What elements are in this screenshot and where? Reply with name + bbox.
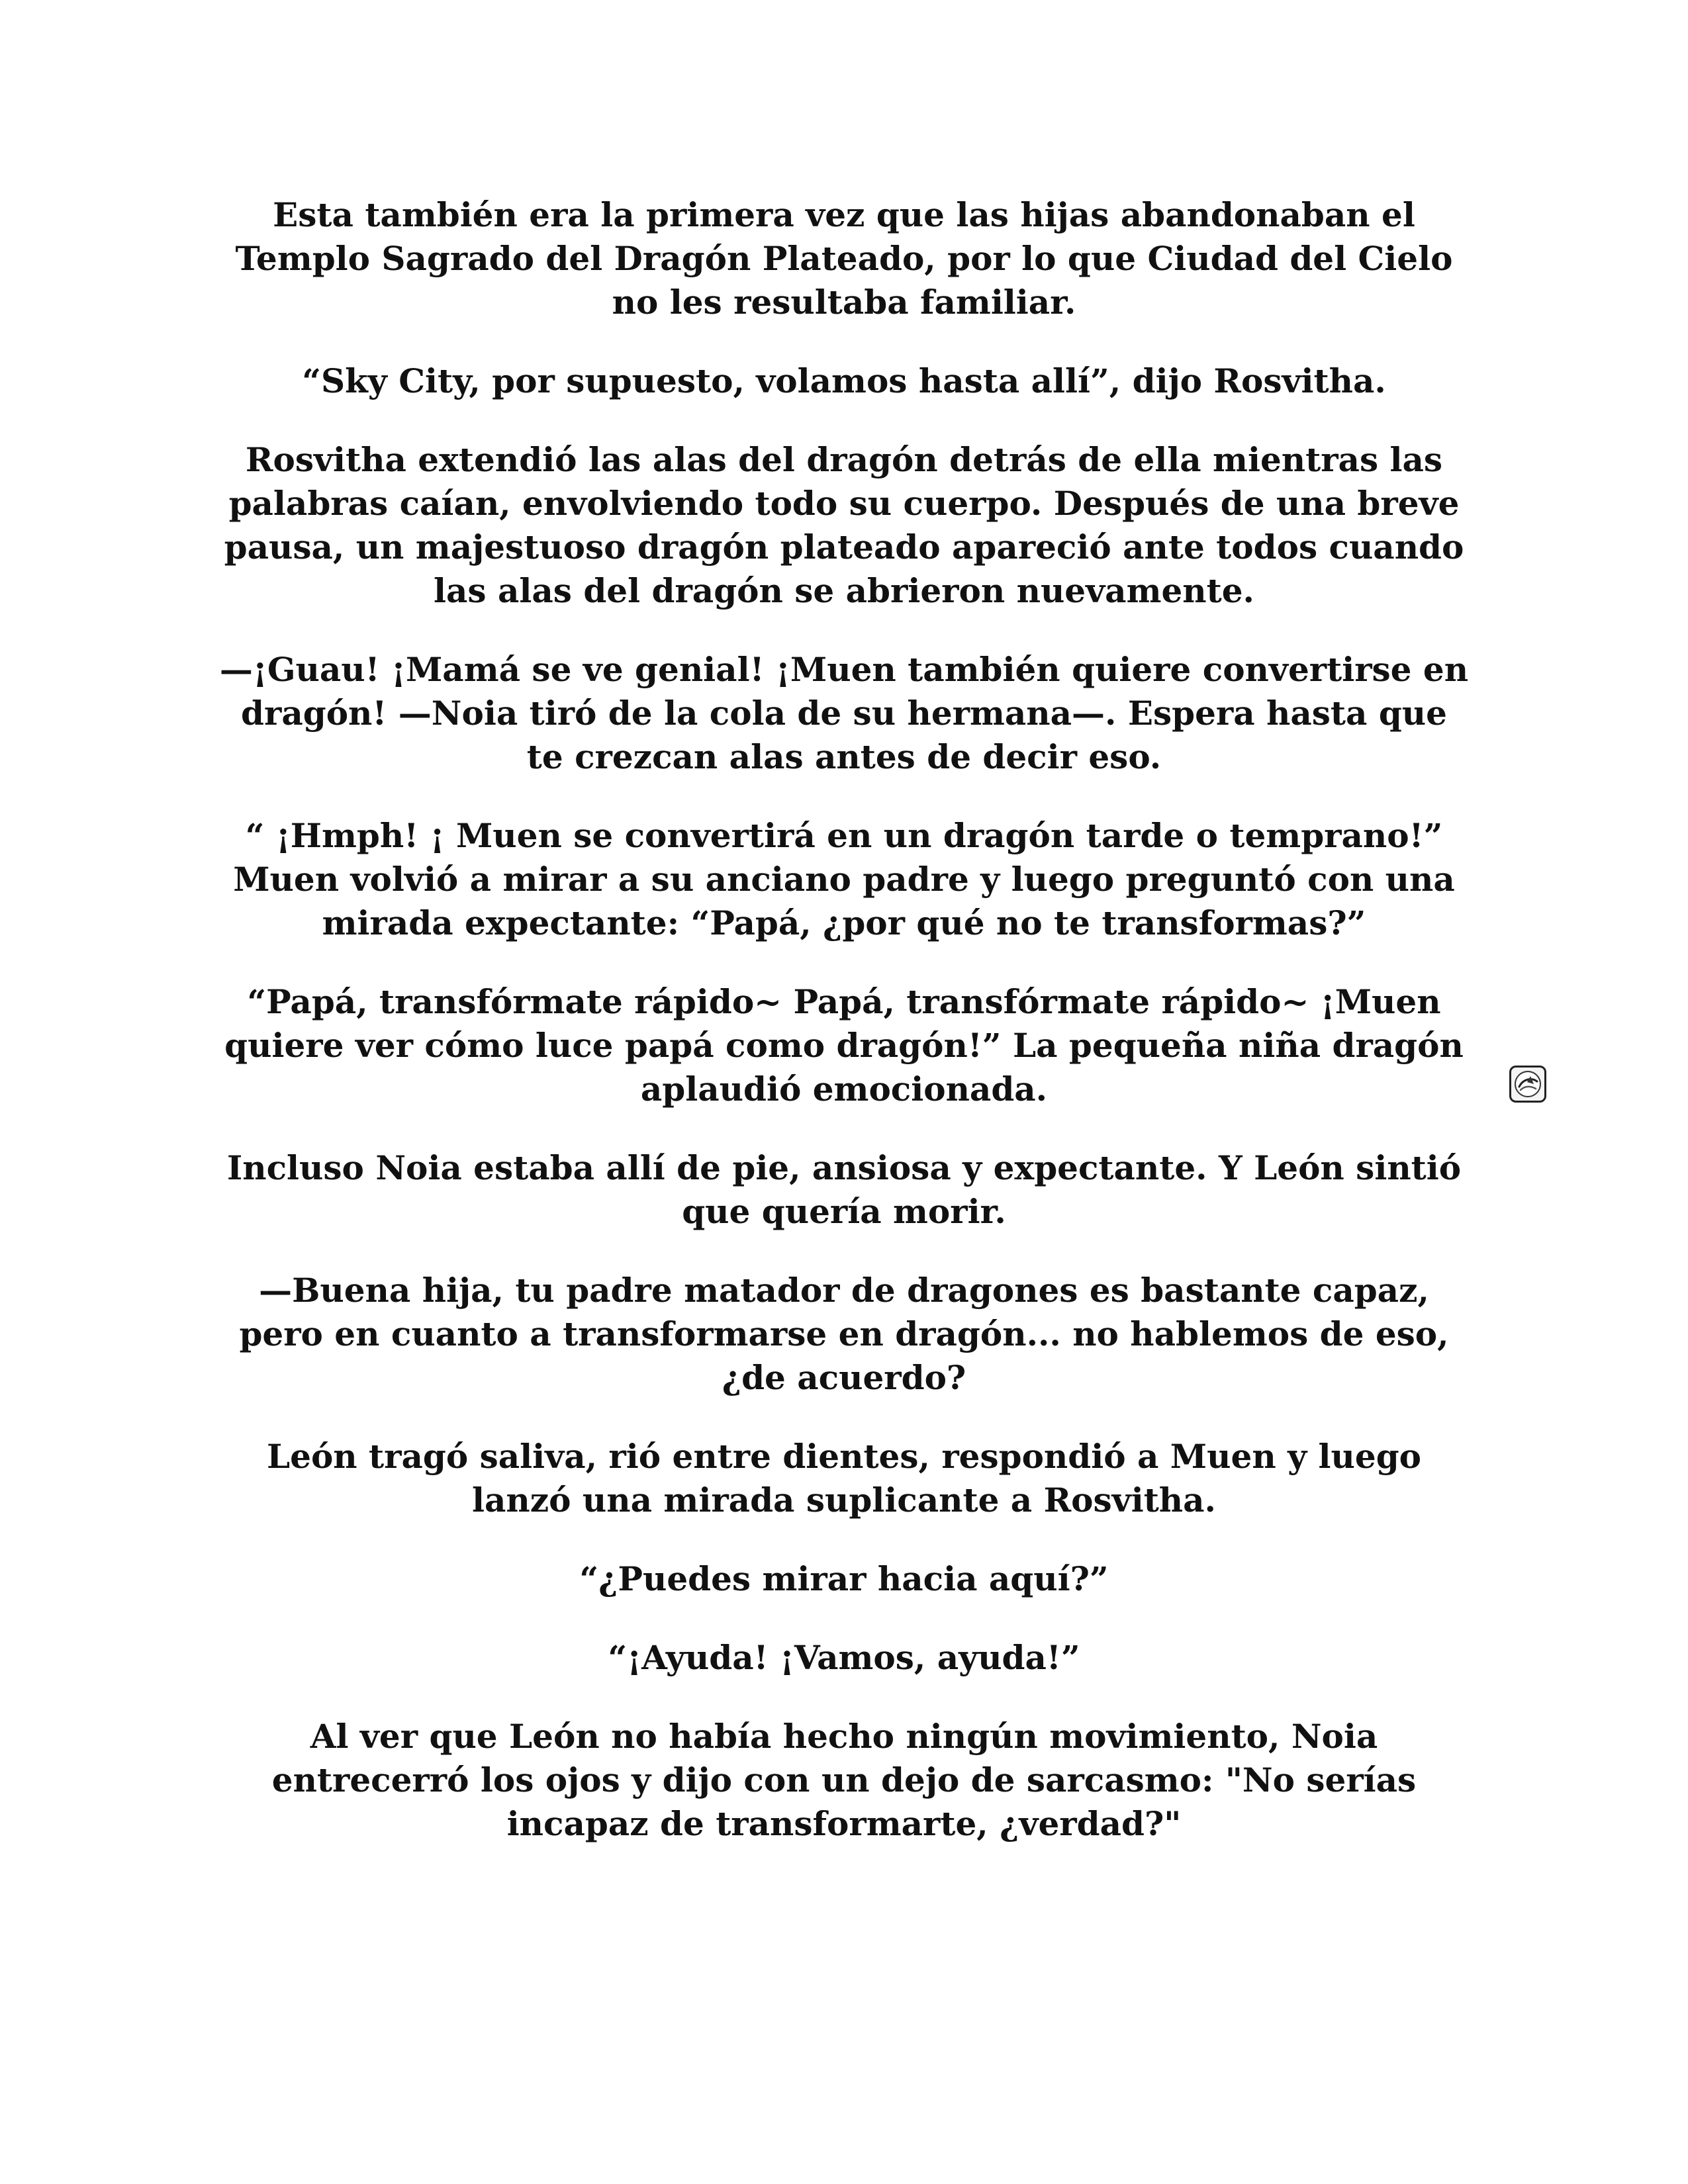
- paragraph: Esta también era la primera vez que las hijas abandonaban el Templo Sagrado del Dragón Plateado, por lo que Ciudad del Cielo no les resultaba familiar.: [235, 195, 1453, 322]
- paragraph: “¡Ayuda! ¡Vamos, ayuda!”: [608, 1638, 1080, 1677]
- paragraph: León tragó saliva, rió entre dientes, respondió a Muen y luego lanzó una mirada suplicante a Rosvitha.: [266, 1437, 1422, 1520]
- paragraph: Incluso Noia estaba allí de pie, ansiosa y expectante. Y León sintió que quería morir.: [226, 1148, 1462, 1231]
- paragraph: “¿Puedes mirar hacia aquí?”: [579, 1559, 1109, 1598]
- paragraph: —¡Guau! ¡Mamá se ve genial! ¡Muen también quiere convertirse en dragón! —Noia tiró de la cola de su hermana—. Espera hasta que te crezcan alas antes de decir eso.: [219, 650, 1469, 776]
- paragraph: —Buena hija, tu padre matador de dragones es bastante capaz, pero en cuanto a transformarse en dragón... no hablemos de eso, ¿de acuerdo?: [239, 1271, 1449, 1397]
- paragraph: Rosvitha extendió las alas del dragón detrás de ella mientras las palabras caían, envolviendo todo su cuerpo. Después de una breve pausa, un majestuoso dragón plateado apareció ante todos cuando las alas del dragón se abrieron nuevamente.: [224, 440, 1464, 610]
- paragraph: “Papá, transfórmate rápido~ Papá, transfórmate rápido~ ¡Muen quiere ver cómo luce papá como dragón!” La pequeña niña dragón aplaudió emocionada.: [224, 982, 1464, 1109]
- page-body: [218, 193, 1470, 1881]
- scroll-watermark-icon: [1509, 1066, 1546, 1103]
- paragraph: “Sky City, por supuesto, volamos hasta allí”, dijo Rosvitha.: [302, 361, 1386, 400]
- paragraph: “ ¡Hmph! ¡ Muen se convertirá en un dragón tarde o temprano!” Muen volvió a mirar a su anciano padre y luego preguntó con una mirada expectante: “Papá, ¿por qué no te transformas?”: [233, 816, 1455, 942]
- paragraph: Al ver que León no había hecho ningún movimiento, Noia entrecerró los ojos y dijo con un dejo de sarcasmo: "No serías incapaz de transformarte, ¿verdad?": [271, 1717, 1417, 1843]
